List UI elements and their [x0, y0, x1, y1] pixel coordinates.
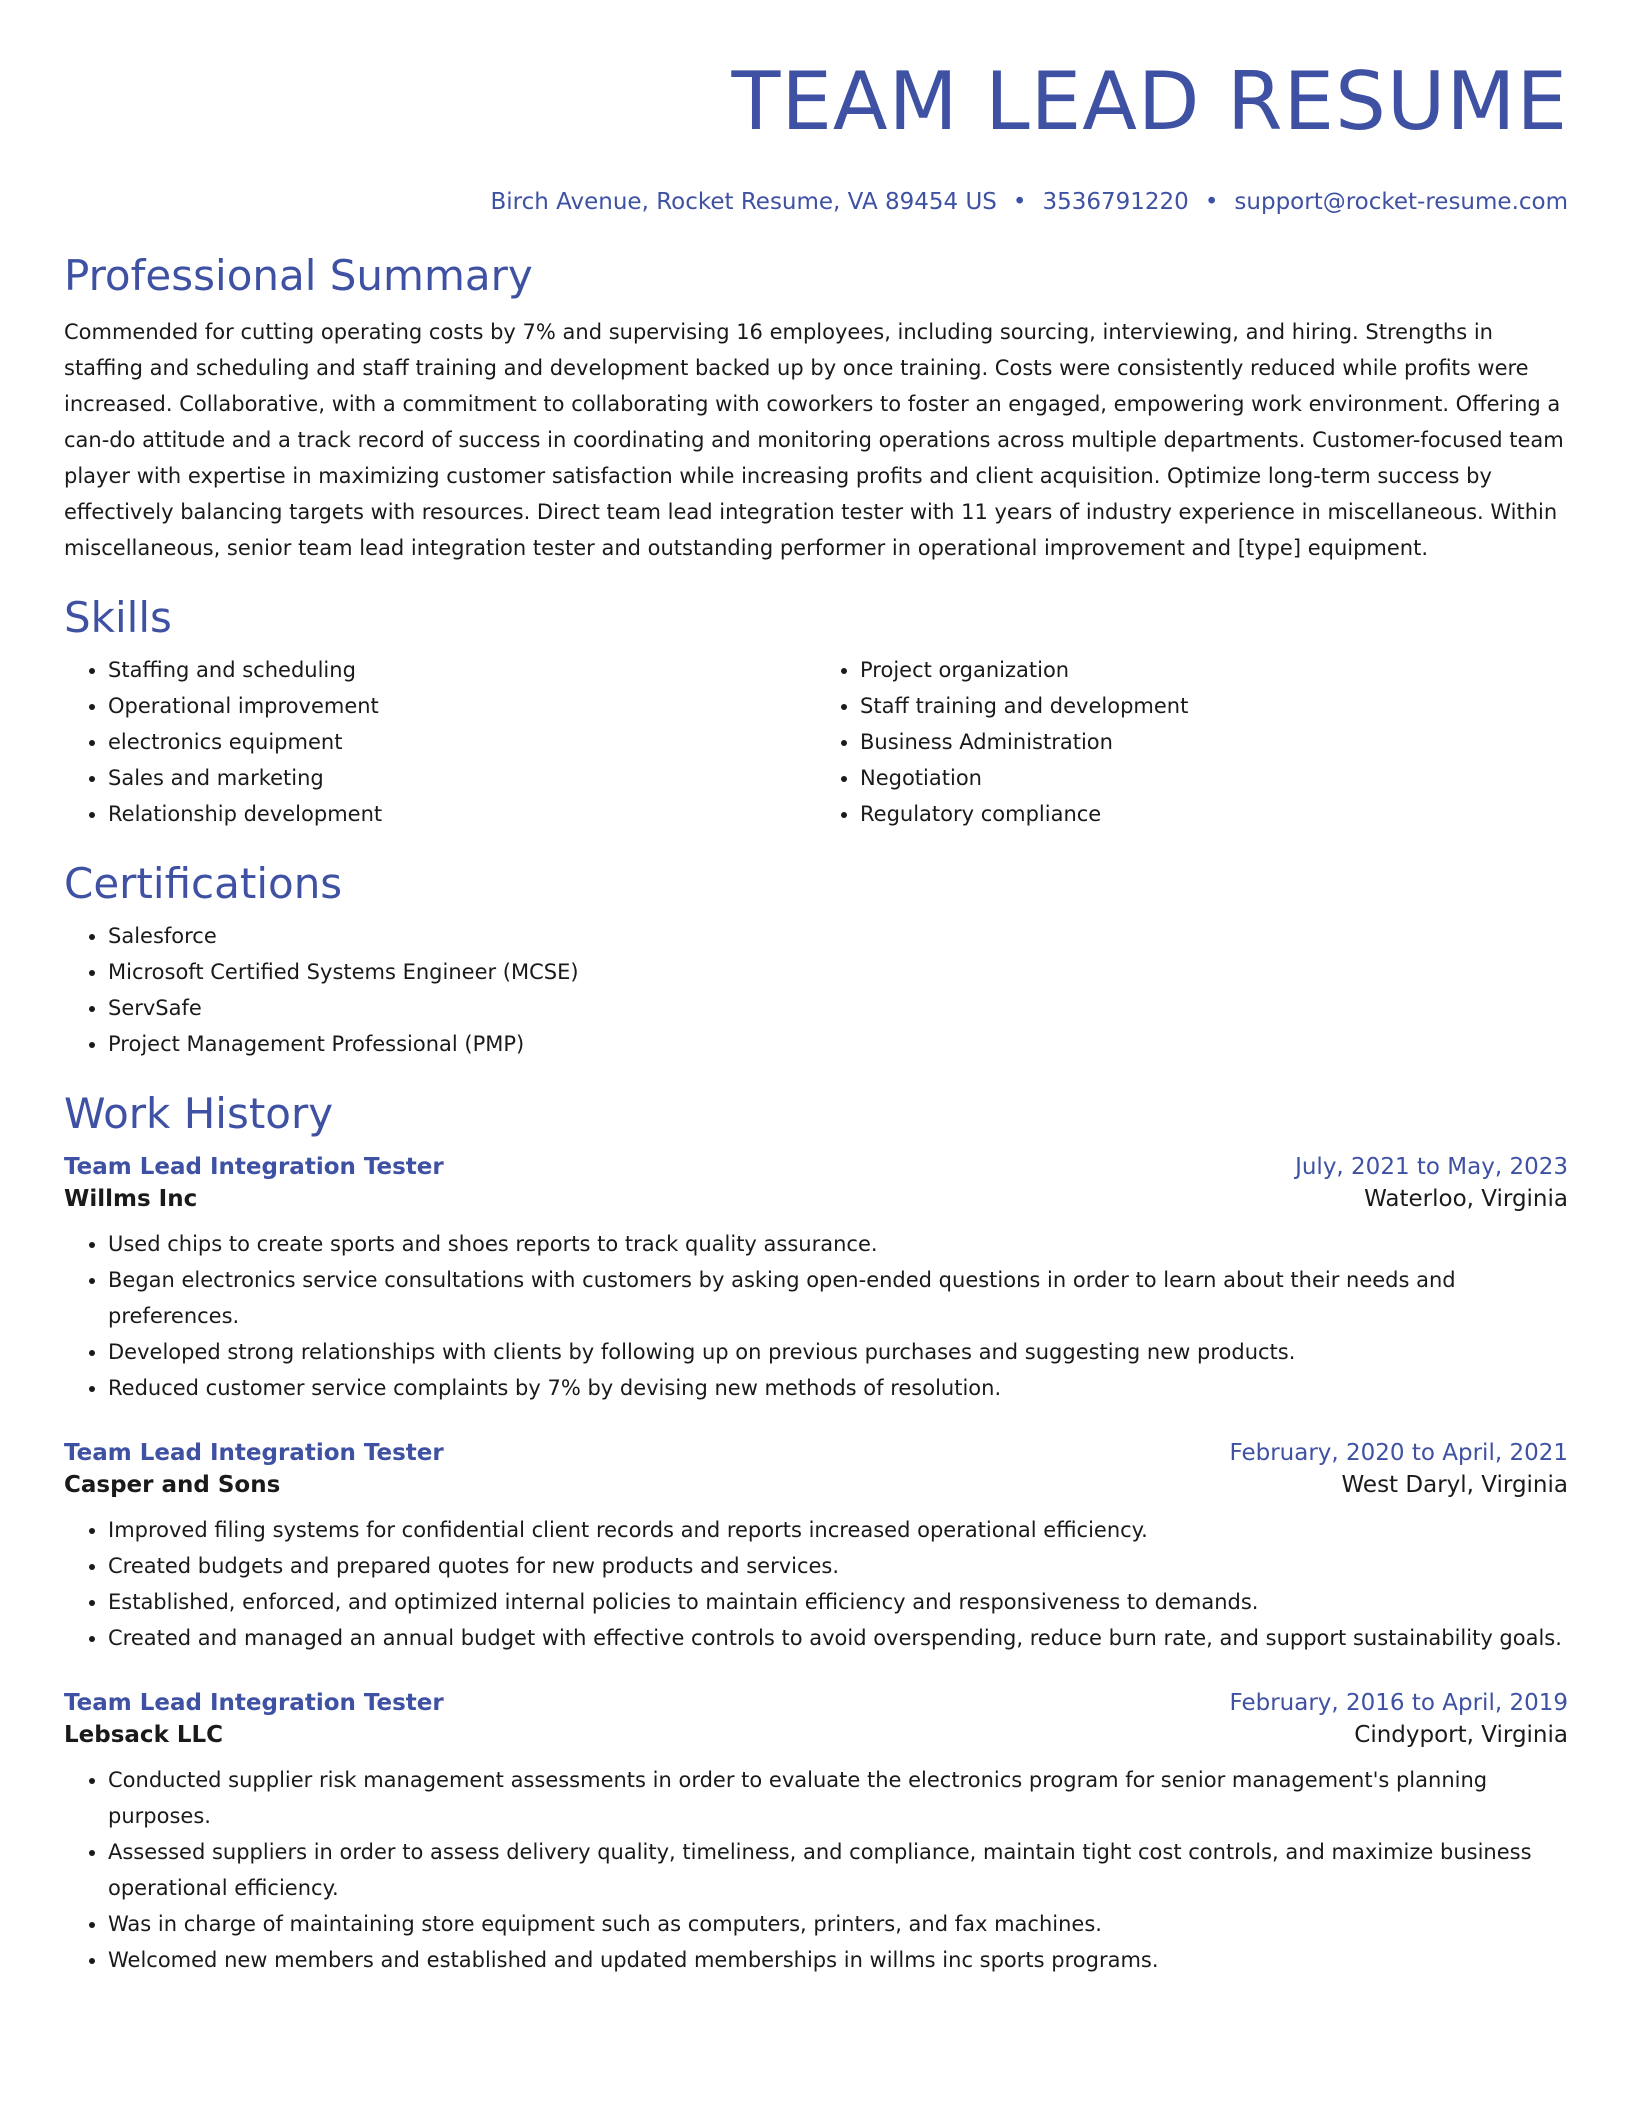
job-company-row — [64, 1722, 1568, 1748]
job-bullet: • Conducted supplier risk management assessments in order to evaluate the electronics program for senior management's planning purposes. — [108, 1762, 1568, 1834]
job-title: Team Lead Integration Tester — [64, 1154, 444, 1180]
certifications-section — [64, 858, 1568, 1062]
job-bullet: • Developed strong relationships with clients by following up on previous purchases and suggesting new products. — [108, 1334, 1568, 1370]
section-heading: Professional Summary — [64, 251, 533, 300]
job-bullet: • Welcomed new members and established and updated memberships in willms inc sports programs. — [108, 1942, 1568, 1978]
job-bullet: • Established, enforced, and optimized internal policies to maintain efficiency and responsiveness to demands. — [108, 1584, 1568, 1620]
skill-item: • Staff training and development — [860, 688, 1568, 724]
job-bullet: • Used chips to create sports and shoes reports to track quality assurance. — [108, 1226, 1568, 1262]
job-bullets — [64, 1762, 1568, 1978]
skill-item: • Negotiation — [860, 760, 1568, 796]
skills-section — [64, 592, 1568, 832]
job-bullet: • Assessed suppliers in order to assess delivery quality, timeliness, and compliance, maintain tight cost controls, and maximize business operational efficiency. — [108, 1834, 1568, 1906]
job-entry — [64, 1154, 1568, 1406]
job-title-row — [64, 1440, 1568, 1466]
skills-list-right — [816, 652, 1568, 832]
resume-title: TEAM LEAD RESUME — [731, 55, 1568, 148]
job-company-row — [64, 1186, 1568, 1212]
job-dates: February, 2016 to April, 2019 — [1229, 1690, 1568, 1716]
section-heading: Skills — [64, 593, 172, 642]
job-bullet: • Was in charge of maintaining store equipment such as computers, printers, and fax machines. — [108, 1906, 1568, 1942]
contact-line — [64, 188, 1568, 216]
skill-item: • Sales and marketing — [108, 760, 816, 796]
skill-item: • Relationship development — [108, 796, 816, 832]
job-company: Lebsack LLC — [64, 1722, 224, 1748]
job-company-row — [64, 1472, 1568, 1498]
job-bullet: • Reduced customer service complaints by 7% by devising new methods of resolution. — [108, 1370, 1568, 1406]
section-heading: Work History — [64, 1089, 334, 1138]
skill-item: • Project organization — [860, 652, 1568, 688]
job-title: Team Lead Integration Tester — [64, 1440, 444, 1466]
separator: • — [1204, 189, 1219, 215]
work-history-section — [64, 1088, 1568, 1978]
skill-item: • electronics equipment — [108, 724, 816, 760]
job-title-row — [64, 1154, 1568, 1180]
email: support@rocket-resume.com — [1234, 189, 1568, 215]
skill-item: • Staffing and scheduling — [108, 652, 816, 688]
skill-item: • Business Administration — [860, 724, 1568, 760]
section-heading: Certifications — [64, 859, 343, 908]
skills-list-left — [64, 652, 816, 832]
job-entry — [64, 1440, 1568, 1656]
skill-item: • Regulatory compliance — [860, 796, 1568, 832]
certification-item: • Microsoft Certified Systems Engineer (MCSE) — [108, 954, 1568, 990]
job-bullets — [64, 1226, 1568, 1406]
resume-header — [64, 0, 1568, 216]
job-location: Cindyport, Virginia — [1354, 1722, 1568, 1748]
certification-item: • Project Management Professional (PMP) — [108, 1026, 1568, 1062]
job-bullet: • Created budgets and prepared quotes for new products and services. — [108, 1548, 1568, 1584]
certifications-list — [64, 918, 1568, 1062]
job-company: Casper and Sons — [64, 1472, 281, 1498]
summary-text: Commended for cutting operating costs by 7% and supervising 16 employees, including sourcing, interviewing, and hiring. Strengths in staffing and scheduling and staff training and development backed up by once training. Costs were consistently reduced while profits were increased. Collaborative, with a commitment to collaborating with coworkers to foster an engaged, empowering work environment. Offering a can-do attitude and a track record of success in coordinating and monitoring operations across multiple departments. Customer-focused team player with expertise in maximizing customer satisfaction while increasing profits and client acquisition. Optimize long-term success by effectively balancing targets with resources. Direct team lead integration tester with 11 years of industry experience in miscellaneous. Within miscellaneous, senior team lead integration tester and outstanding performer in operational improvement and [type] equipment. — [64, 320, 1564, 560]
job-location: West Daryl, Virginia — [1341, 1472, 1568, 1498]
job-title: Team Lead Integration Tester — [64, 1690, 444, 1716]
address: Birch Avenue, Rocket Resume, VA 89454 US — [490, 189, 997, 215]
job-bullet: • Created and managed an annual budget with effective controls to avoid overspending, reduce burn rate, and support sustainability goals. — [108, 1620, 1568, 1656]
job-company: Willms Inc — [64, 1186, 198, 1212]
certification-item: • Salesforce — [108, 918, 1568, 954]
summary-section — [64, 250, 1568, 566]
job-bullet: • Began electronics service consultations with customers by asking open-ended questions in order to learn about their needs and preferences. — [108, 1262, 1568, 1334]
skills-columns — [64, 652, 1568, 832]
phone: 3536791220 — [1042, 189, 1189, 215]
separator: • — [1012, 189, 1027, 215]
job-location: Waterloo, Virginia — [1364, 1186, 1568, 1212]
job-bullet: • Improved filing systems for confidential client records and reports increased operational efficiency. — [108, 1512, 1568, 1548]
job-entry — [64, 1690, 1568, 1978]
job-dates: February, 2020 to April, 2021 — [1229, 1440, 1568, 1466]
certification-item: • ServSafe — [108, 990, 1568, 1026]
job-title-row — [64, 1690, 1568, 1716]
skill-item: • Operational improvement — [108, 688, 816, 724]
job-bullets — [64, 1512, 1568, 1656]
job-dates: July, 2021 to May, 2023 — [1295, 1154, 1568, 1180]
